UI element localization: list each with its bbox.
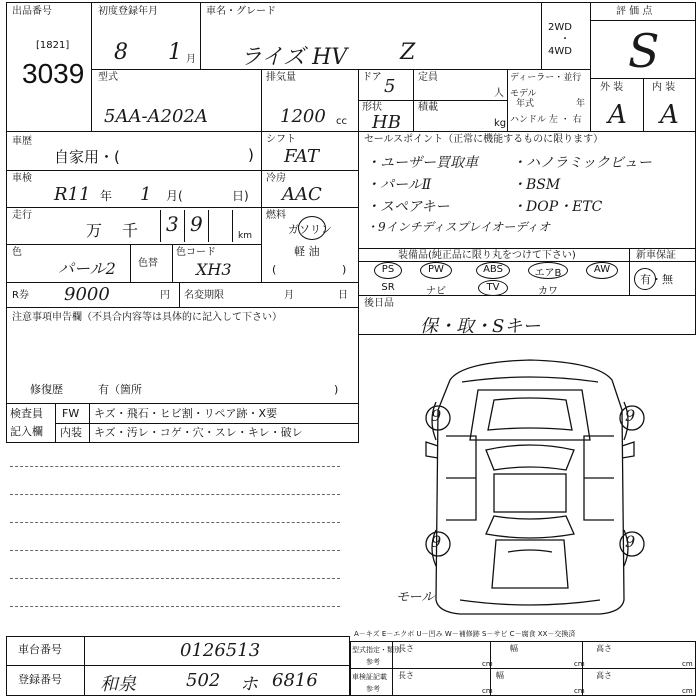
capacity-unit: 人	[494, 88, 504, 99]
inspector-fw-label: FW	[62, 407, 80, 420]
sales-point-item-2: ・パールⅡ	[366, 177, 432, 193]
color-code-value: XH3	[196, 260, 232, 279]
first-reg-month: 1	[168, 40, 182, 65]
name-label: 車名・グレード	[206, 6, 276, 17]
tire-mark-fl: 9	[431, 406, 442, 425]
diagram-note: モール	[396, 590, 435, 605]
model-year-sub: 年式	[516, 99, 535, 109]
inspector-label-1: 検査員	[10, 407, 43, 420]
shape-label: 形状	[362, 102, 382, 113]
mileage-digit-2: 9	[190, 212, 203, 236]
equip-tv: TV	[486, 282, 500, 293]
dim-width-2: 幅	[496, 671, 504, 680]
plate-number: 6816	[272, 670, 318, 691]
equip-pw: PW	[428, 264, 444, 275]
aircon-label: 冷房	[266, 173, 286, 184]
dim-width-1: 幅	[510, 644, 518, 653]
recycle-label: R券	[12, 290, 29, 301]
warranty-circle	[634, 268, 656, 290]
dim-cm-2: cm	[574, 660, 585, 668]
sales-point-label: セールスポイント（正常に機能するものに限ります）	[364, 134, 604, 145]
fuel-gasoline: ガソリン	[288, 223, 332, 236]
history-paren: )	[248, 146, 254, 164]
inspection-day-unit: 日)	[232, 189, 249, 203]
lot-number: 3039	[22, 58, 85, 89]
mileage-label: 走行	[12, 210, 32, 221]
inspector-fw-items: キズ・飛石・ヒビ割・リペア跡・X要	[94, 407, 278, 420]
fuel-label: 燃料	[266, 210, 286, 221]
inspector-interior-items: キズ・汚レ・コゲ・穴・スレ・キレ・破レ	[94, 426, 303, 439]
equip-navi: ナビ	[426, 286, 446, 297]
inspector-label-2: 記入欄	[10, 425, 43, 438]
plate-area: 和泉	[100, 674, 136, 695]
tire-mark-rl: 9	[431, 532, 442, 551]
fuel-gasoline-circle	[298, 216, 326, 240]
tire-mark-rr: 9	[625, 532, 636, 551]
drive-2wd: 2WD	[548, 22, 572, 33]
dim-box-2-line-2: 参考	[366, 685, 380, 693]
documents-label: 後日品	[364, 298, 394, 309]
repair-close: )	[334, 383, 339, 396]
fuel-paren-open: (	[272, 263, 277, 276]
door-value: 5	[384, 76, 396, 97]
model-year-label: モデル	[510, 89, 537, 99]
tire-mark-fr: 9	[625, 406, 636, 425]
mileage-sen: 千	[122, 221, 139, 240]
exterior-label: 外 装	[600, 82, 624, 93]
equip-leather: カワ	[538, 286, 558, 297]
repair-value: 有（箇所	[98, 383, 142, 396]
mileage-unit: km	[238, 231, 252, 241]
history-value: 自家用・(	[54, 148, 120, 166]
interior-label: 内 装	[652, 82, 676, 93]
inspection-row	[6, 170, 262, 208]
exterior-value: A	[608, 100, 627, 130]
equip-ps-circle	[374, 262, 402, 279]
car-name: ライズ HV	[240, 45, 348, 70]
door-label: ドア	[362, 72, 382, 83]
shape-value: HB	[372, 112, 401, 133]
equip-airbag-circle	[528, 262, 568, 279]
grade-value: Z	[400, 40, 416, 65]
score-label: 評 価 点	[616, 6, 653, 17]
sales-point-item-1: ・ユーザー買取車	[366, 155, 478, 171]
fuel-diesel: 軽 油	[294, 245, 320, 258]
dim-length-1: 長さ	[398, 644, 414, 653]
name-change-day: 日	[338, 290, 348, 301]
inspection-label: 車検	[12, 173, 32, 184]
inspection-month: 1	[140, 184, 152, 205]
color-label: 色	[12, 247, 22, 258]
mileage-man: 万	[86, 221, 103, 240]
sales-point-item-7: ・DOP・ETC	[512, 199, 603, 215]
first-reg-label: 初度登録年月	[98, 6, 158, 17]
capacity-label: 定員	[418, 72, 438, 83]
year-unit: 年	[576, 99, 586, 109]
dim-cm-3: cm	[682, 660, 693, 668]
plate-class: 502	[186, 670, 221, 691]
dim-box-1-line-2: 参考	[366, 658, 380, 666]
damage-legend: A－キズ E－エクボ U－凹み W－補修跡 S－サビ C－腐食 XX－交換済	[354, 630, 576, 638]
plate-kana: ホ	[240, 674, 258, 695]
drive-dot: ・	[560, 34, 570, 45]
color-change-label: 色替	[138, 258, 158, 269]
dim-cm-1: cm	[482, 660, 493, 668]
lot-label: 出品番号	[12, 6, 52, 17]
warranty-value: 有・無	[640, 273, 673, 286]
sales-point-item-6: ・BSM	[512, 177, 561, 193]
equip-abs-circle	[476, 262, 510, 279]
chassis-value: 0126513	[180, 640, 261, 661]
chassis-label: 車台番号	[18, 643, 62, 656]
mileage-digit-1: 3	[166, 212, 179, 236]
dim-box-1-line-1: 型式指定・類別	[352, 646, 401, 654]
equip-aw: AW	[593, 264, 611, 275]
inspection-year-unit: 年	[100, 189, 113, 203]
equip-pw-circle	[420, 262, 452, 279]
dim-box-2-line-1: 車検証記載	[352, 673, 387, 681]
equip-aw-circle	[586, 262, 618, 279]
sales-point-item-3: ・スペアキー	[366, 199, 450, 215]
dealer-label: ディーラー・並行	[510, 73, 582, 83]
shift-label: シフト	[266, 134, 296, 145]
displacement-unit: cc	[336, 116, 347, 127]
equip-abs: ABS	[483, 264, 503, 275]
plate-label: 登録番号	[18, 673, 62, 686]
sales-point-item-4: ・9インチディスプレイオーディオ	[366, 220, 551, 234]
recycle-value: 9000	[64, 284, 110, 305]
history-label: 車歴	[12, 136, 32, 147]
fuel-paren-close: )	[342, 263, 347, 276]
dim-length-2: 長さ	[398, 671, 414, 680]
equip-airbag: エアB	[534, 268, 562, 279]
color-value: パール2	[58, 259, 116, 278]
documents-value: 保・取・Sキー	[420, 316, 541, 337]
displacement-value: 1200	[280, 106, 326, 127]
load-unit: kg	[494, 118, 507, 129]
aircon-value: AAC	[282, 184, 322, 205]
shift-value: FAT	[284, 146, 319, 167]
new-car-warranty-label: 新車保証	[636, 250, 676, 261]
name-change-month: 月	[284, 290, 294, 301]
history-row	[6, 131, 262, 171]
interior-value: A	[660, 100, 679, 130]
displacement-label: 排気量	[266, 72, 296, 83]
dim-height-2: 高さ	[596, 671, 612, 680]
drive-4wd: 4WD	[548, 46, 572, 57]
inspector-interior-label: 内装	[60, 426, 82, 439]
dim-cm-5: cm	[574, 687, 585, 695]
model-label: 型式	[98, 72, 118, 83]
recycle-unit: 円	[160, 290, 170, 301]
sales-point-item-5: ・ハノラミックビュー	[512, 155, 652, 171]
lot-sub: [1821]	[36, 40, 70, 51]
name-change-label: 名変期限	[184, 290, 224, 301]
month-unit: 月	[186, 54, 196, 65]
repair-label: 修復歴	[30, 383, 63, 396]
equip-tv-circle	[478, 280, 508, 296]
notes-label: 注意事項申告欄（不具合内容等は具体的に記入して下さい）	[12, 312, 282, 323]
equip-sr: SR	[381, 282, 395, 293]
inspection-year: R11	[54, 184, 91, 205]
equip-ps: PS	[381, 264, 395, 275]
dim-cm-6: cm	[682, 687, 693, 695]
dim-cm-4: cm	[482, 687, 493, 695]
handle-label: ハンドル 左 ・ 右	[510, 115, 582, 125]
inspection-month-unit: 月(	[166, 189, 183, 203]
dim-height-1: 高さ	[596, 644, 612, 653]
first-reg-year: 8	[114, 40, 128, 65]
color-code-label: 色コード	[176, 247, 216, 258]
equipment-label: 装備品(純正品に限り丸をつけて下さい)	[398, 250, 576, 261]
score-value: S	[628, 24, 660, 78]
load-label: 積載	[418, 102, 438, 113]
model-value: 5AA-A202A	[104, 106, 208, 127]
